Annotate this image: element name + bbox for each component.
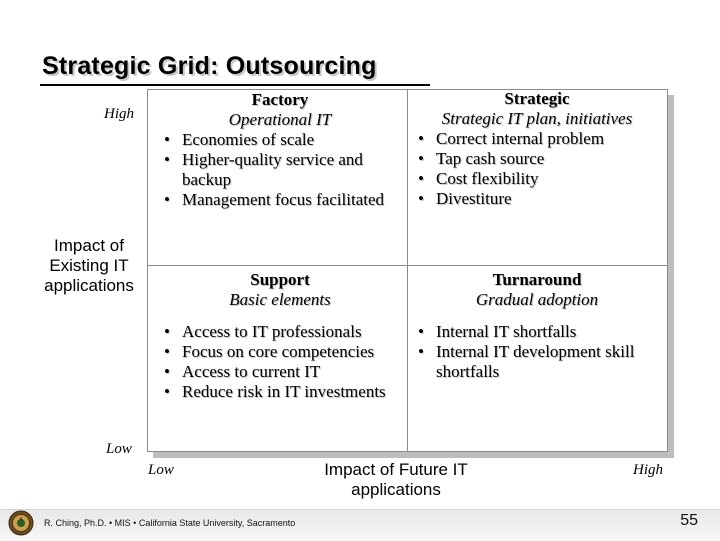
quadrant-turnaround — [412, 270, 662, 382]
y-axis-title — [24, 236, 154, 296]
quadrant-bullets — [412, 322, 662, 382]
title-underline — [40, 84, 430, 86]
university-seal-icon — [8, 510, 34, 536]
quadrant-strategic — [412, 89, 662, 209]
footer-credit: R. Ching, Ph.D. • MIS • California State University, Sacramento — [44, 518, 296, 528]
bullet-item: • Tap cash source — [412, 149, 662, 169]
bullet-item: • Higher-quality service and backup — [158, 150, 402, 190]
bullet-item: • Management focus facilitated — [158, 190, 402, 210]
bullet-item: • Reduce risk in IT investments — [158, 382, 402, 402]
bullet-item: • Focus on core competencies — [158, 342, 402, 362]
bullet-item: • Cost flexibility — [412, 169, 662, 189]
bullet-item: • Internal IT shortfalls — [412, 322, 662, 342]
y-axis-title-line: Impact of — [54, 236, 124, 255]
bullet-item: • Economies of scale — [158, 130, 402, 150]
quadrant-heading: Factory — [251, 90, 309, 109]
bullet-item: • Correct internal problem — [412, 129, 662, 149]
y-axis-low-label: Low — [106, 441, 132, 457]
x-axis-title-line: applications — [351, 480, 441, 499]
quadrant-factory — [158, 90, 402, 210]
grid-horizontal-divider — [147, 265, 668, 266]
slide-title: Strategic Grid: Outsourcing — [42, 52, 377, 80]
quadrant-subtitle: Operational IT — [228, 110, 332, 129]
quadrant-subtitle: Basic elements — [229, 290, 331, 309]
bullet-item: • Access to IT professionals — [158, 322, 402, 342]
quadrant-support — [158, 270, 402, 402]
quadrant-subtitle: Strategic IT plan, initiatives — [441, 109, 633, 128]
x-axis-low-label: Low — [148, 462, 174, 478]
slide-number: 55 — [680, 512, 698, 529]
quadrant-bullets — [158, 322, 402, 402]
quadrant-heading: Support — [250, 270, 310, 289]
grid-vertical-divider — [407, 89, 408, 452]
x-axis-title — [290, 460, 502, 500]
quadrant-heading: Turnaround — [492, 270, 582, 289]
x-axis-high-label: High — [633, 462, 663, 478]
y-axis-title-line: applications — [44, 276, 134, 295]
x-axis-title-line: Impact of Future IT — [324, 460, 468, 479]
quadrant-bullets — [412, 129, 662, 209]
y-axis-title-line: Existing IT — [49, 256, 129, 275]
y-axis-high-label: High — [104, 106, 134, 122]
quadrant-heading: Strategic — [504, 89, 570, 108]
bullet-item: • Divestiture — [412, 189, 662, 209]
quadrant-bullets — [158, 130, 402, 210]
quadrant-subtitle: Gradual adoption — [475, 290, 599, 309]
bullet-item: • Access to current IT — [158, 362, 402, 382]
bullet-item: • Internal IT development skill shortfalls — [412, 342, 662, 382]
